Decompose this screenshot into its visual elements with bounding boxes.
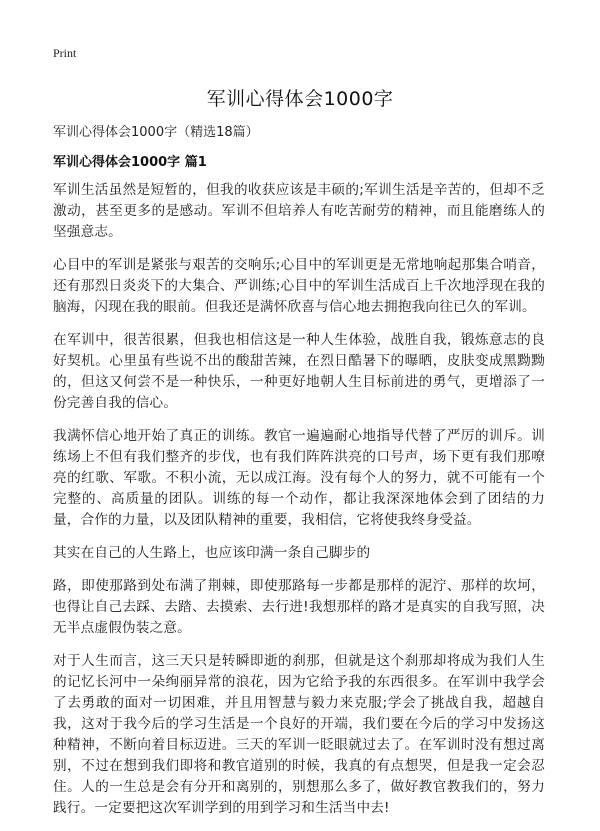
paragraph: 在军训中，很苦很累，但我也相信这是一种人生体验，战胜自我，锻炼意志的良好契机。心里虽有些说不出的酸甜苦辣，在烈日酷暑下的曝晒，皮肤变成黑黝黝的，但这又何尝不是一种快乐，一种更好地朝人生目标前进的勇气，更增添了一份完善自我的信心。 — [53, 332, 545, 411]
paragraph: 对于人生而言，这三天只是转瞬即逝的刹那，但就是这个刹那却将成为我们人生的记忆长河中一朵绚丽异常的浪花，因为它给予我的东西很多。在军训中我学会了去勇敢的面对一切困难，并且用智慧与毅力来克服;学会了挑战自我，超越自我，这对于我今后的学习生活是一个良好的开端，我们要在今后的学习中发扬这种精神，不断向着目标迈进。三天的军训一眨眼就过去了。在军训时没有想过离别，不过在想到我们即将和教官道别的时候，我真的有点想哭，但是我一定会忍住。人的一生总是会有分开和离别的，别想那么多了，做好教官教我们的，努力践行。一定要把这次军训学到的用到学习和生活当中去! — [53, 653, 545, 816]
paragraph: 其实在自己的人生路上，也应该印满一条自己脚步的 — [53, 545, 371, 561]
document-subtitle: 军训心得体会1000字（精选18篇） — [53, 125, 259, 140]
paragraph: 我满怀信心地开始了真正的训练。教官一遍遍耐心地指导代替了严厉的训斥。训练场上不但有我们整齐的步伐，也有我们阵阵洪亮的口号声，场下更有我们那嘹亮的红歌、军歌。不积小流，无以成江海。没有每个人的努力，就不可能有一个完整的、高质量的团队。训练的每一个动作，都让我深深地体会到了团结的力量，合作的力量，以及团队精神的重要，我相信，它将使我终身受益。 — [53, 428, 545, 528]
section-heading: 军训心得体会1000字 篇1 — [53, 155, 207, 170]
paragraph: 军训生活虽然是短暂的，但我的收获应该是丰硕的;军训生活是辛苦的，但却不乏激动，甚至更多的是感动。军训不但培养人有吃苦耐劳的精神，而且能磨练人的坚强意志。 — [53, 182, 545, 240]
paragraph: 路，即使那路到处布满了荆棘，即使那路每一步都是那样的泥泞、那样的坎坷，也得让自己去踩、去踏、去摸索、去行进!我想那样的路才是真实的自我写照，决无半点虚假伪装之意。 — [53, 578, 545, 636]
paragraph: 心目中的军训是紧张与艰苦的交响乐;心目中的军训更是无常地响起那集合哨音，还有那烈日炎炎下的大集合、严训练;心目中的军训生活成百上千次地浮现在我的脑海，闪现在我的眼前。但我还是满怀欣喜与信心地去拥抱我向往已久的军训。 — [53, 257, 545, 315]
document-body — [53, 180, 545, 831]
print-label[interactable]: Print — [53, 46, 77, 60]
document-title: 军训心得体会1000字 — [206, 88, 394, 110]
